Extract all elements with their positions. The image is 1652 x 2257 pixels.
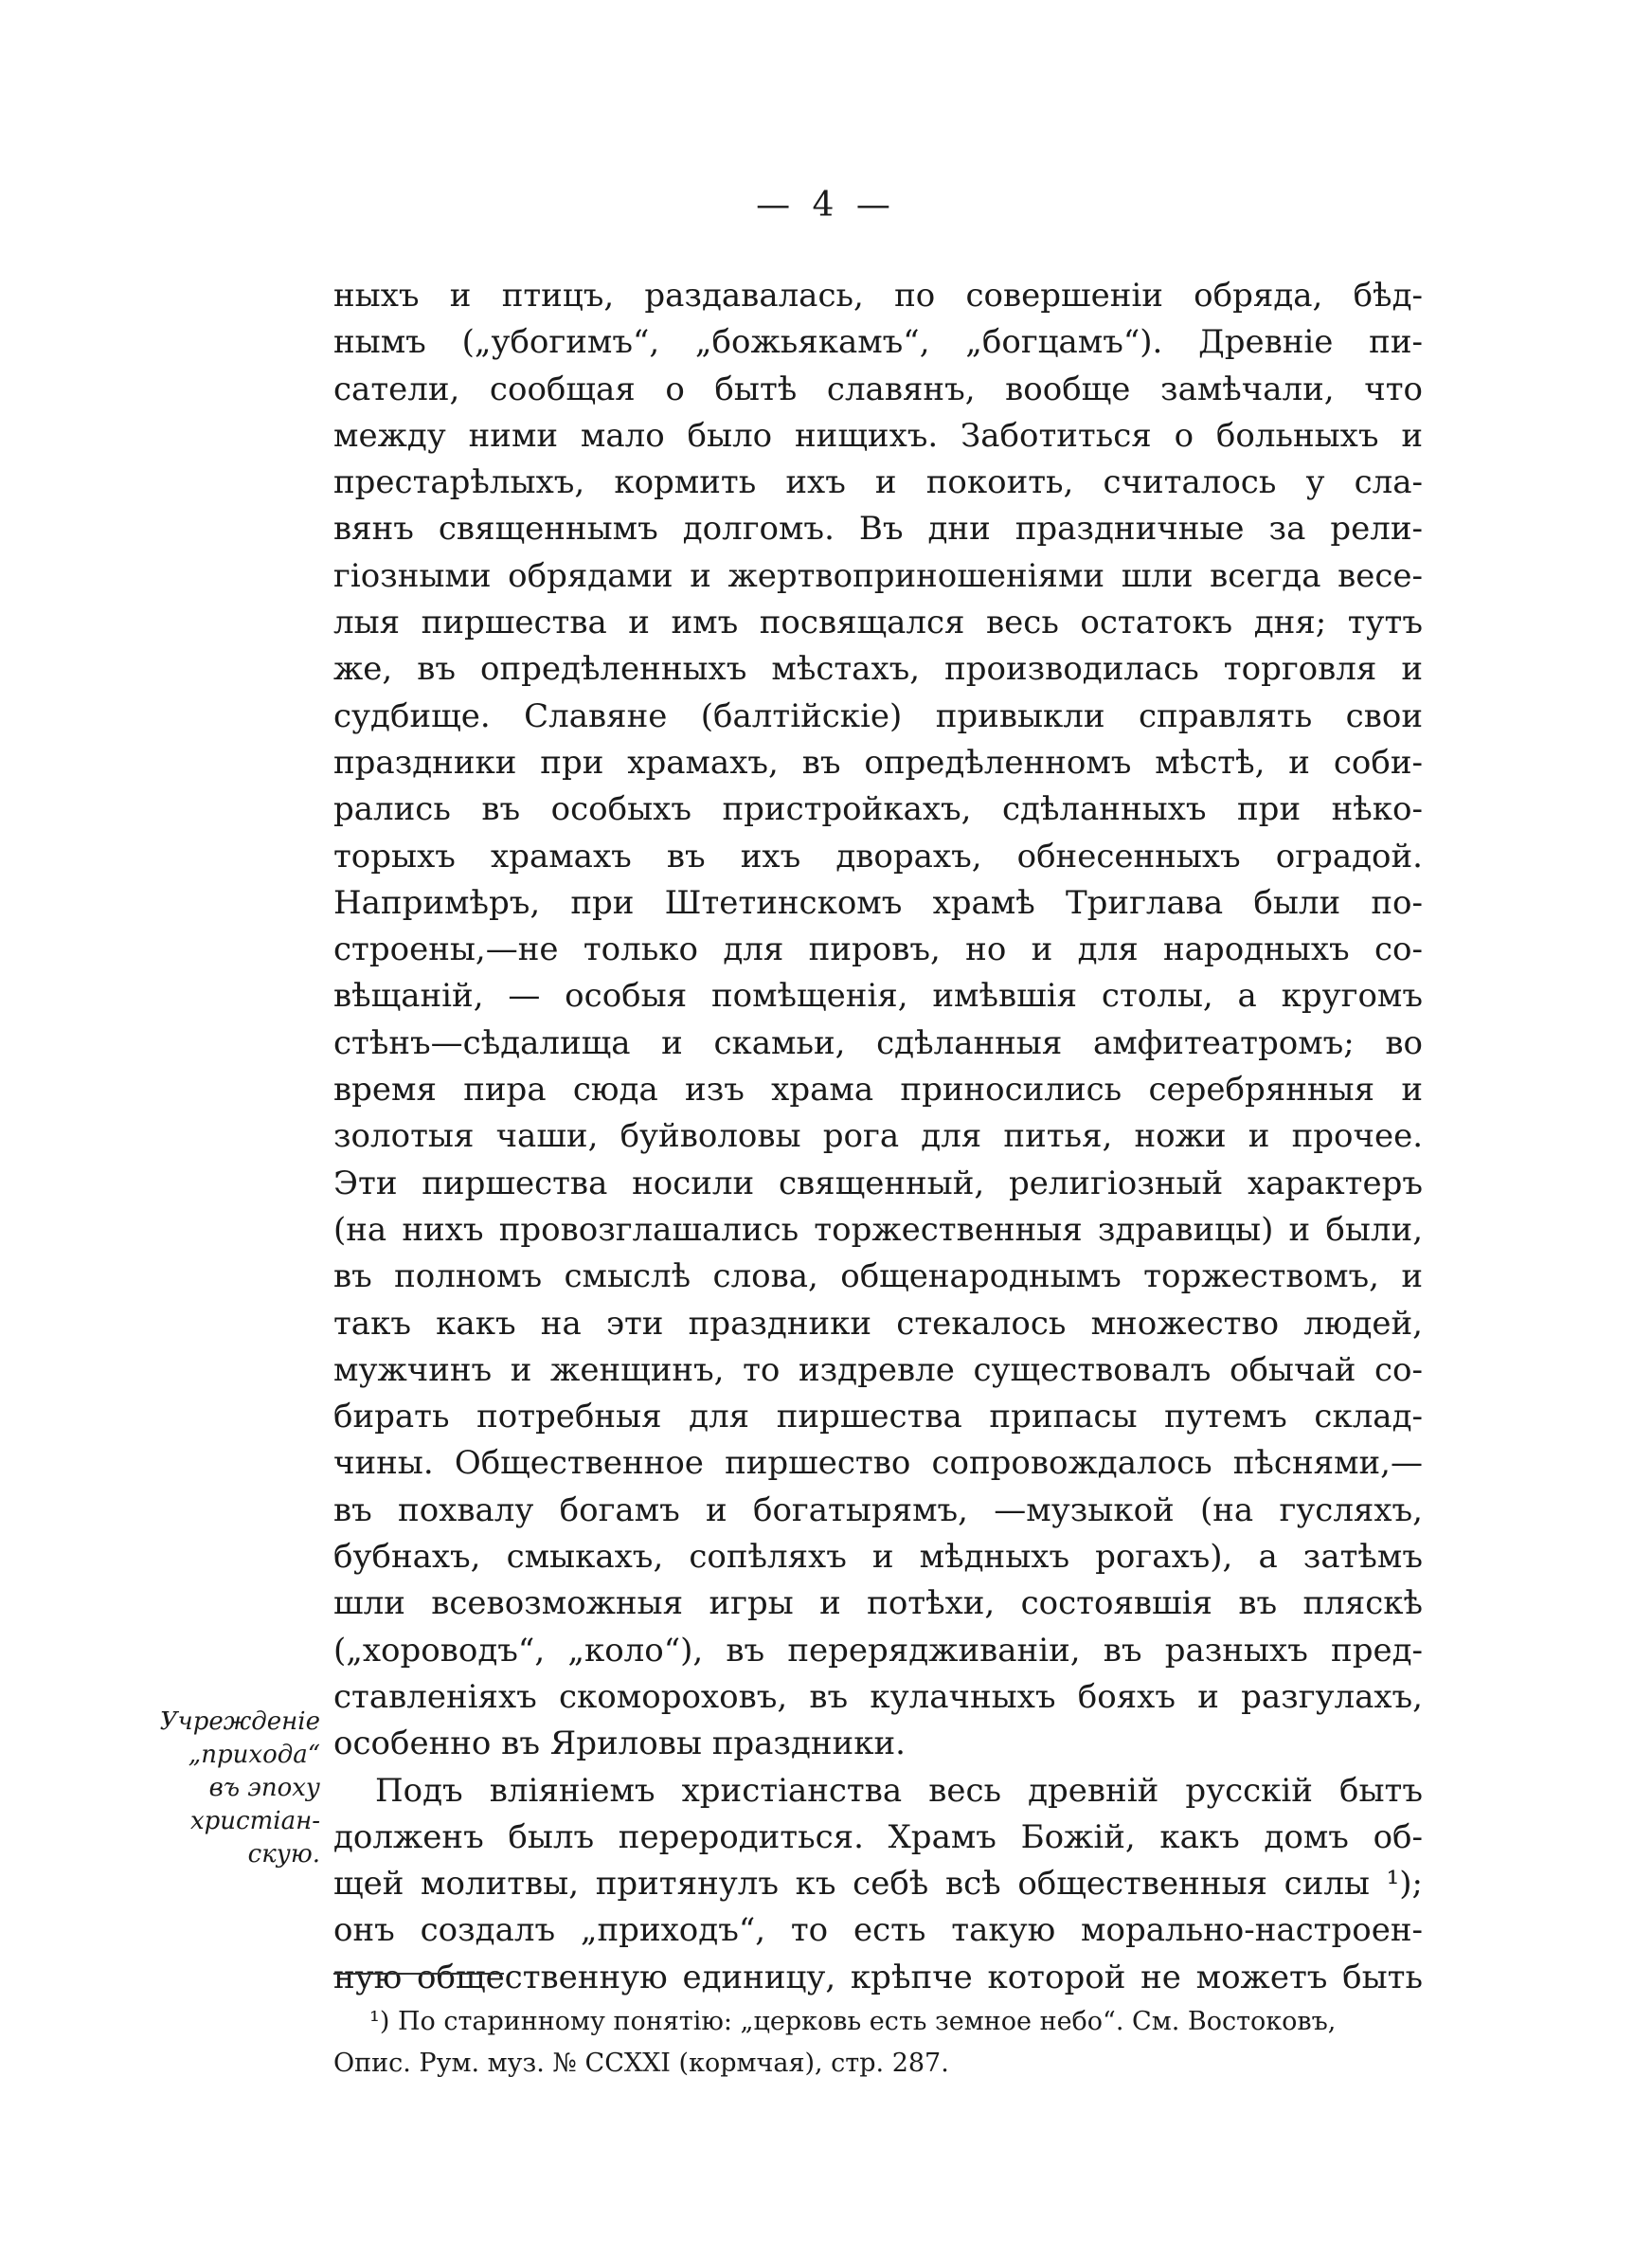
text-line: особенно въ Яриловы праздники. — [333, 1724, 906, 1763]
text-line: Напримѣръ, при Штетинскомъ храмѣ Триглава были по- — [333, 883, 1423, 922]
text-line: рались въ особыхъ пристройкахъ, сдѣланныхъ при нѣко- — [333, 790, 1423, 829]
margin-note — [140, 1706, 320, 1871]
text-line: же, въ опредѣленныхъ мѣстахъ, производилась торговля и — [333, 650, 1423, 689]
text-line: престарѣлыхъ, кормить ихъ и покоить, считалось у сла- — [333, 463, 1423, 502]
text-line: вянъ священнымъ долгомъ. Въ дни праздничные за рели- — [333, 510, 1423, 549]
text-line: шли всевозможныя игры и потѣхи, состоявшія въ пляскѣ — [333, 1584, 1423, 1623]
text-line: въ полномъ смыслѣ слова, общенароднымъ торжествомъ, и — [333, 1257, 1423, 1296]
text-line: Эти пиршества носили священный, религіозный характеръ — [333, 1164, 1423, 1202]
text-line: щей молитвы, притянулъ къ себѣ всѣ общественныя силы ¹); — [333, 1865, 1423, 1904]
text-line: бубнахъ, смыкахъ, сопѣляхъ и мѣдныхъ рогахъ), а затѣмъ — [333, 1538, 1423, 1577]
text-line: торыхъ храмахъ въ ихъ дворахъ, обнесенныхъ оградой. — [333, 837, 1423, 876]
footnotes — [333, 2001, 1423, 2085]
text-line: мужчинъ и женщинъ, то издревле существовалъ обычай со- — [333, 1350, 1423, 1389]
text-line: (на нихъ провозглашались торжественныя здравицы) и были, — [333, 1210, 1423, 1249]
paragraph-first-line: Подъ вліяніемъ христіанства весь древній русскій бытъ — [375, 1771, 1423, 1810]
text-line: гіозными обрядами и жертвоприношеніями шли всегда весе- — [333, 556, 1423, 595]
margin-note-line: Учрежденіе — [159, 1707, 320, 1736]
text-line: между ними мало было нищихъ. Заботиться о больныхъ и — [333, 416, 1423, 455]
text-line: судбище. Славяне (балтійскіе) привыкли справлять свои — [333, 696, 1423, 735]
margin-note-line: скую. — [247, 1840, 320, 1869]
text-line: лыя пиршества и имъ посвящался весь остатокъ дня; тутъ — [333, 604, 1423, 642]
page-number: — 4 — — [756, 186, 896, 225]
text-line: ставленіяхъ скомороховъ, въ кулачныхъ бояхъ и разгулахъ, — [333, 1677, 1423, 1716]
text-line: праздники при храмахъ, въ опредѣленномъ мѣстѣ, и соби- — [333, 743, 1423, 782]
margin-note-line: христіан- — [190, 1807, 320, 1835]
text-line: въ похвалу богамъ и богатырямъ, —музыкой (на гусляхъ, — [333, 1490, 1423, 1529]
text-line: такъ какъ на эти праздники стекалось множество людей, — [333, 1304, 1423, 1343]
text-line: стѣнъ—сѣдалища и скамьи, сдѣланныя амфитеатромъ; во — [333, 1023, 1423, 1062]
main-text — [333, 273, 1423, 2001]
text-line: ную общественную единицу, крѣпче которой не можетъ быть — [333, 1958, 1423, 1996]
text-line: ныхъ и птицъ, раздавалась, по совершеніи обряда, бѣд- — [333, 277, 1423, 315]
text-line: строены,—не только для пировъ, но и для народныхъ со- — [333, 930, 1423, 969]
margin-note-line: въ эпоху — [208, 1774, 320, 1802]
text-line: нымъ („убогимъ“, „божьякамъ“, „богцамъ“). Древніе пи- — [333, 323, 1423, 362]
text-line: время пира сюда изъ храма приносились серебрянныя и — [333, 1071, 1423, 1110]
text-line: вѣщаній, — особыя помѣщенія, имѣвшія столы, а кругомъ — [333, 977, 1423, 1016]
text-line: („хороводъ“, „коло“), въ перерядживаніи, въ разныхъ пред- — [333, 1631, 1423, 1670]
text-line: бирать потребныя для пиршества припасы путемъ склад- — [333, 1398, 1423, 1436]
text-line: долженъ былъ переродиться. Храмъ Божій, какъ домъ об- — [333, 1817, 1423, 1856]
footnote-divider — [333, 1973, 504, 1975]
text-line: чины. Общественное пиршество сопровождалось пѣснями,— — [333, 1444, 1423, 1483]
footnote-line: ¹) По старинному понятію: „церковь есть земное небо“. См. Востоковъ, — [369, 2007, 1337, 2036]
text-line: золотыя чаши, буйволовы рога для питья, ножи и прочее. — [333, 1117, 1423, 1156]
text-line: сатели, сообщая о бытѣ славянъ, вообще замѣчали, что — [333, 370, 1423, 408]
footnote-line: Опис. Рум. муз. № CCXXI (кормчая), стр. 287. — [333, 2049, 949, 2078]
margin-note-line: „прихода“ — [188, 1741, 320, 1769]
text-line: онъ создалъ „приходъ“, то есть такую морально-настроен- — [333, 1911, 1423, 1950]
